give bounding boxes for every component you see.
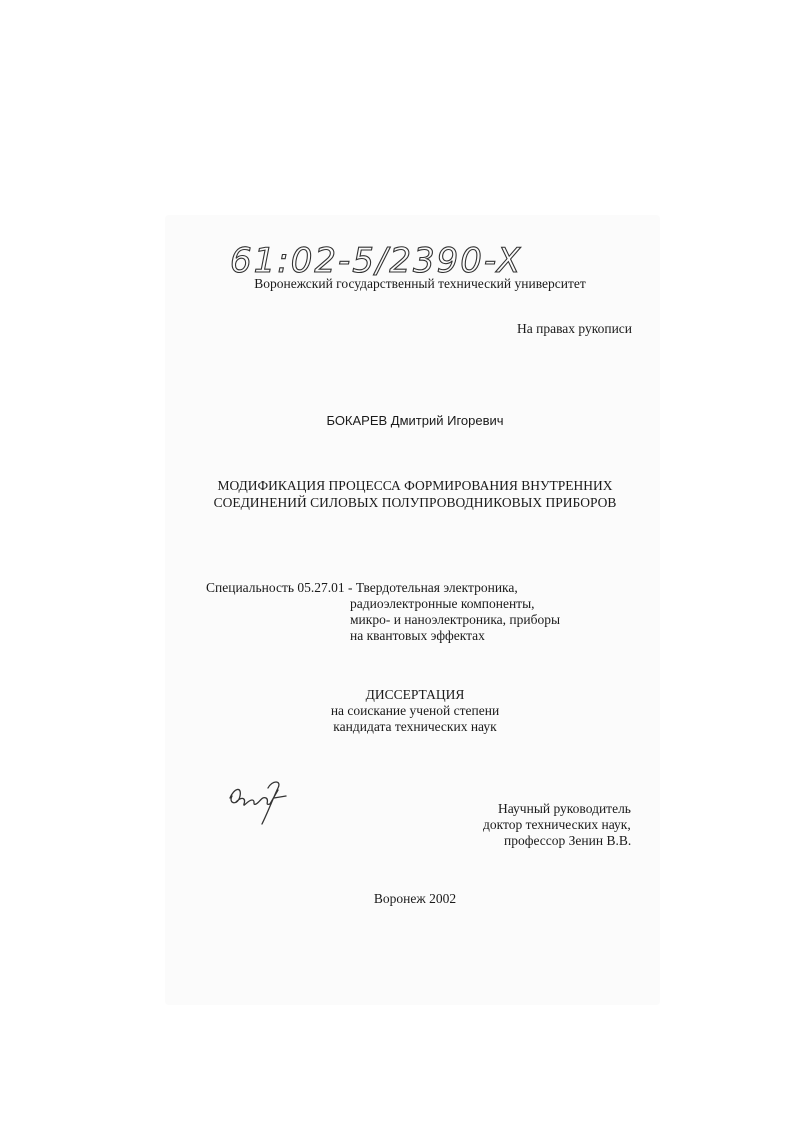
supervisor-label: Научный руководитель [498, 801, 631, 816]
dissertation-degree-line: на соискание ученой степени [330, 703, 500, 718]
specialty-line-3: микро- и наноэлектроника, приборы [350, 612, 561, 627]
supervisor-name: профессор Зенин В.В. [504, 833, 632, 848]
archive-number-text: 61:02-5/2390-X [230, 241, 523, 281]
dissertation-field-line: кандидата технических наук [333, 719, 497, 734]
university-name: Воронежский государственный технический университет [254, 276, 586, 291]
supervisor-degree: доктор технических наук, [483, 817, 631, 832]
specialty-line-4: на квантовых эффектах [350, 628, 485, 643]
specialty-label: Специальность 05.27.01 - Твердотельная электроника, [206, 580, 518, 595]
place-year: Воронеж 2002 [373, 891, 457, 906]
manuscript-rights: На правах рукописи [517, 321, 633, 336]
title-line-1: МОДИФИКАЦИЯ ПРОЦЕССА ФОРМИРОВАНИЯ ВНУТРЕННИХ [217, 478, 613, 493]
dissertation-heading: ДИССЕРТАЦИЯ [365, 687, 465, 702]
specialty-line-2: радиоэлектронные компоненты, [350, 596, 535, 611]
author-name: БОКАРЕВ Дмитрий Игоревич [326, 413, 504, 428]
signature-icon [222, 776, 292, 828]
title-line-2: СОЕДИНЕНИЙ СИЛОВЫХ ПОЛУПРОВОДНИКОВЫХ ПРИБОРОВ [213, 495, 617, 510]
